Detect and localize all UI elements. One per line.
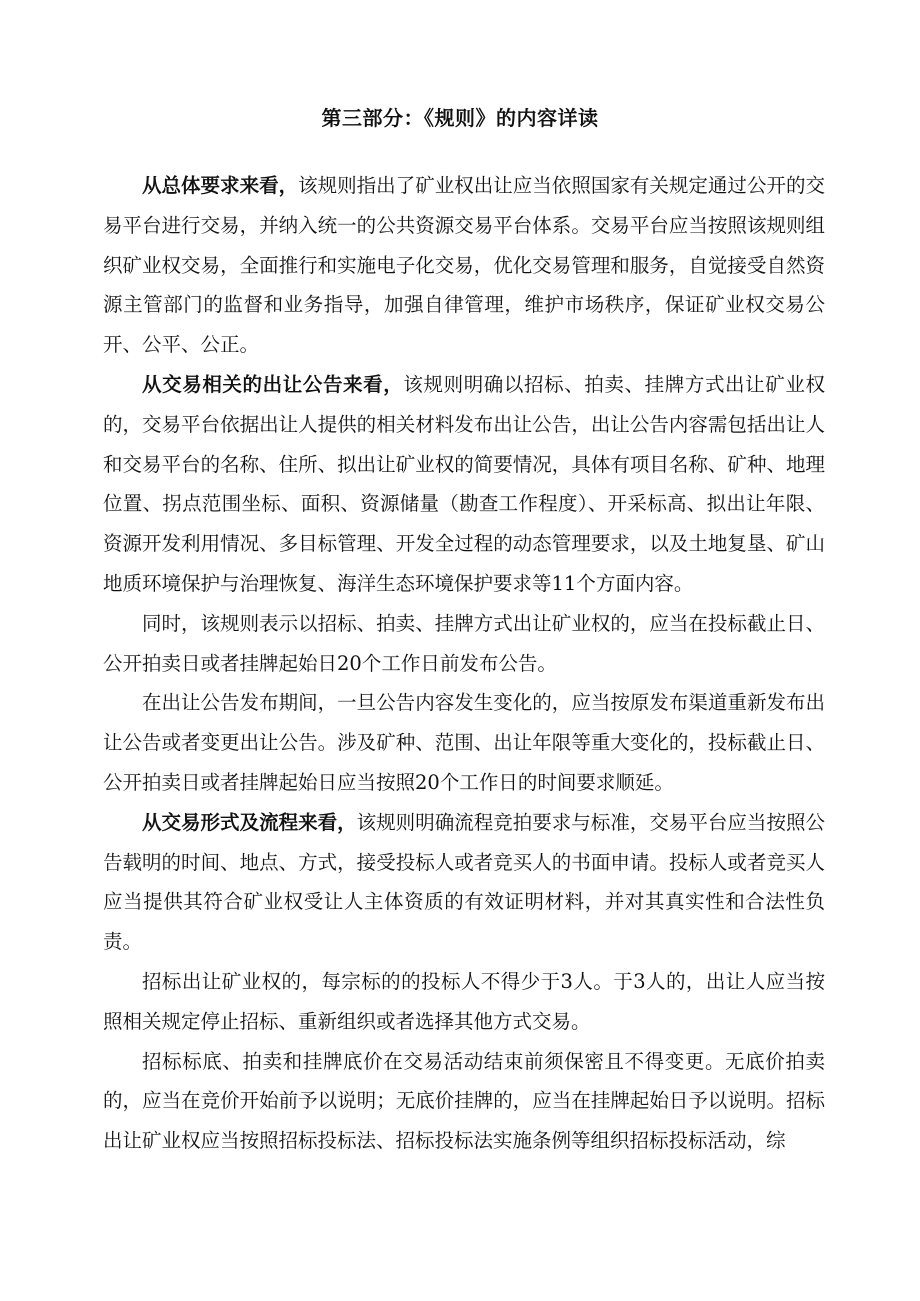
paragraph-text: 同时，该规则表示以招标、拍卖、挂牌方式出让矿业权的，应当在投标截止日、公开拍卖日或者挂牌起始日20个工作日前发布公告。	[103, 611, 825, 675]
paragraph-text: 该规则指出了矿业权出让应当依照国家有关规定通过公开的交易平台进行交易，并纳入统一的公共资源交易平台体系。交易平台应当按照该规则组织矿业权交易，全面推行和实施电子化交易，优化交易管理和服务，自觉接受自然资源主管部门的监督和业务指导，加强自律管理，维护市场秩序，保证矿业权交易公开、公平、公正。	[103, 174, 825, 357]
paragraph-text: 该规则明确以招标、拍卖、挂牌方式出让矿业权的，交易平台依据出让人提供的相关材料发布出让公告，出让公告内容需包括出让人和交易平台的名称、住所、拟出让矿业权的简要情况，具体有项目名称、矿种、地理位置、拐点范围坐标、面积、资源储量（勘查工作程度）、开采标高、拟出让年限、资源开发利用情况、多目标管理、开发全过程的动态管理要求，以及土地复垦、矿山地质环境保护与治理恢复、海洋生态环境保护要求等11个方面内容。	[103, 372, 825, 595]
paragraph-text: 该规则明确流程竞拍要求与标准，交易平台应当按照公告载明的时间、地点、方式，接受投标人或者竞买人的书面申请。投标人或者竞买人应当提供其符合矿业权受让人主体资质的有效证明材料，并对其真实性和合法性负责。	[103, 810, 825, 954]
paragraph-text: 招标标底、拍卖和挂牌底价在交易活动结束前须保密且不得变更。无底价拍卖的，应当在竞价开始前予以说明；无底价挂牌的，应当在挂牌起始日予以说明。招标出让矿业权应当按照招标投标法、招标投标法实施条例等组织招标投标活动，综	[103, 1049, 825, 1153]
paragraph-lead: 从总体要求来看，	[142, 174, 299, 197]
paragraph-text: 招标出让矿业权的，每宗标的的投标人不得少于3人。于3人的，出让人应当按照相关规定停止招标、重新组织或者选择其他方式交易。	[103, 969, 825, 1033]
paragraph-transfer-announcement	[103, 365, 825, 604]
paragraph-announcement-changes	[103, 683, 825, 802]
paragraph-bidder-count	[103, 962, 825, 1042]
document-title: 第三部分：《规则》的内容详读	[321, 106, 599, 130]
paragraph-lead: 从交易形式及流程来看，	[142, 810, 357, 834]
paragraph-transaction-process	[103, 803, 825, 962]
paragraph-reserve-price	[103, 1042, 825, 1161]
document-body	[103, 166, 825, 1161]
paragraph-text: 在出让公告发布期间，一旦公告内容发生变化的，应当按原发布渠道重新发布出让公告或者变更出让公告。涉及矿种、范围、出让年限等重大变化的，投标截止日、公开拍卖日或者挂牌起始日应当按照20个工作日的时间要求顺延。	[103, 691, 825, 794]
paragraph-overall-requirements	[103, 166, 825, 365]
paragraph-lead: 从交易相关的出让公告来看，	[142, 372, 404, 396]
paragraph-announcement-timing	[103, 604, 825, 684]
